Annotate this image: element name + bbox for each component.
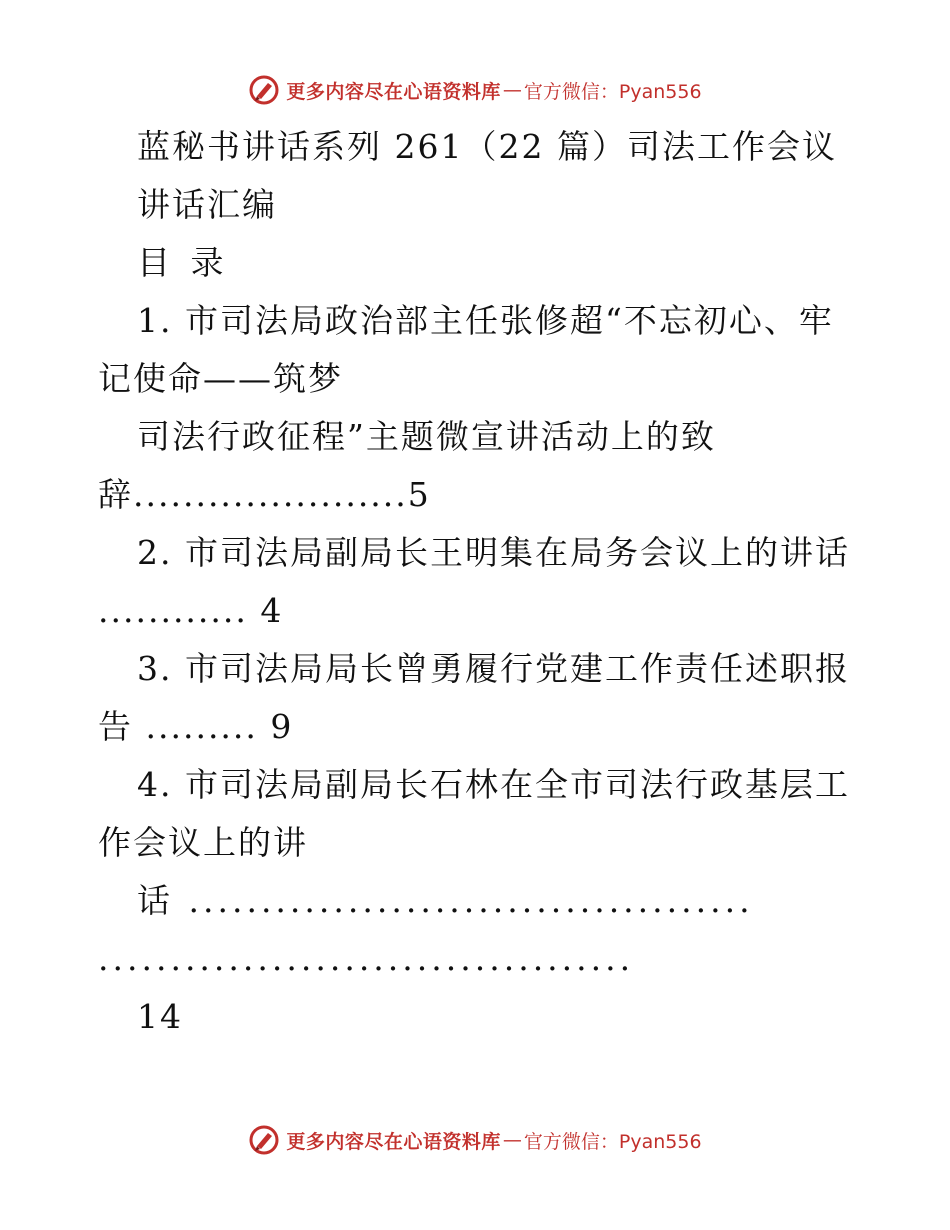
- toc-entry-1-line1: 1. 市司法局政治部主任张修超“不忘初心、牢: [137, 301, 834, 340]
- banner-separator: —: [502, 1129, 522, 1151]
- banner-text: 更多内容尽在心语资料库: [286, 80, 501, 103]
- toc-entry-4-line3: 话 .......................................: [137, 881, 754, 920]
- banner-separator: —: [502, 79, 522, 101]
- doc-title-line1: 蓝秘书讲话系列 261（22 篇）司法工作会议: [137, 127, 837, 166]
- toc-entry-3-line2: 告 ......... 9: [98, 707, 294, 746]
- toc-entry-2-line1: 2. 市司法局副局长王明集在局务会议上的讲话: [137, 533, 850, 572]
- header-banner: [0, 70, 950, 110]
- toc-entry-4-line5: 14: [137, 997, 183, 1036]
- toc-entry-2-line2: ............ 4: [98, 591, 284, 630]
- toc-entry-4-line2: 作会议上的讲: [98, 823, 308, 862]
- toc-heading: 目 录: [137, 243, 229, 282]
- banner-contact: 官方微信：Pyan556: [523, 80, 702, 103]
- footer-banner: [0, 1120, 950, 1160]
- pen-logo-icon: [248, 74, 280, 106]
- toc-entry-1-line2: 记使命——筑梦: [98, 359, 343, 398]
- banner-contact: 官方微信：Pyan556: [523, 1130, 702, 1153]
- toc-entry-1-line4: 辞......................5: [98, 475, 431, 514]
- toc-entry-3-line1: 3. 市司法局局长曾勇履行党建工作责任述职报: [137, 649, 850, 688]
- toc-entry-1-line3: 司法行政征程”主题微宣讲活动上的致: [137, 417, 716, 456]
- toc-entry-4-line1: 4. 市司法局副局长石林在全市司法行政基层工: [137, 765, 850, 804]
- banner-text: 更多内容尽在心语资料库: [286, 1130, 501, 1153]
- doc-title-line2: 讲话汇编: [137, 185, 277, 224]
- toc-entry-4-line4: .....................................: [98, 939, 635, 978]
- pen-logo-icon: [248, 1124, 280, 1156]
